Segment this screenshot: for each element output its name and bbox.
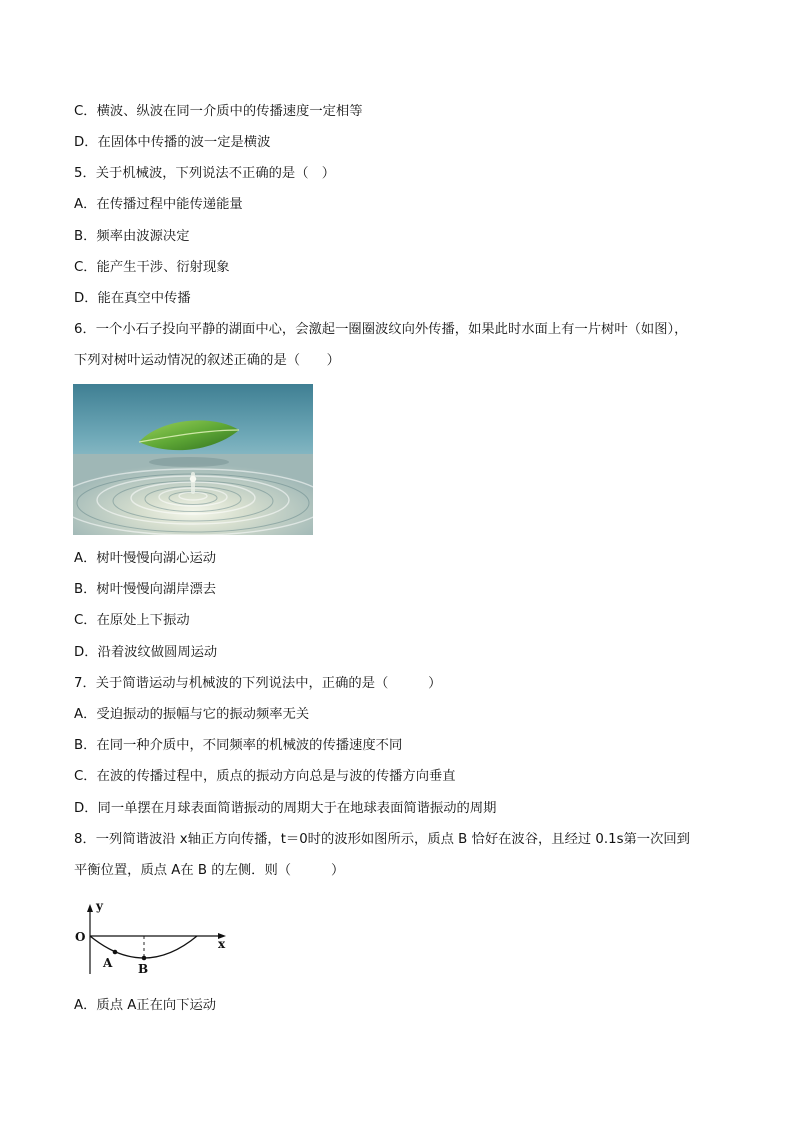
text-line: C．能产生干涉、衍射现象 xyxy=(74,260,230,275)
wave-graph xyxy=(70,896,235,980)
text-line: A．质点 A正在向下运动 xyxy=(74,998,217,1013)
y-axis-arrow-icon xyxy=(87,904,93,912)
point-a-label: A xyxy=(103,956,113,970)
point-b xyxy=(142,956,147,961)
text-line: 7．关于简谐运动与机械波的下列说法中，正确的是（ ） xyxy=(74,676,442,691)
text-line: 5．关于机械波，下列说法不正确的是（ ） xyxy=(74,166,336,181)
origin-label: O xyxy=(75,930,86,944)
leaf-on-water-photo xyxy=(73,384,313,535)
text-line: C．在原处上下振动 xyxy=(74,613,190,628)
text-line: B．在同一种介质中，不同频率的机械波的传播速度不同 xyxy=(74,738,403,753)
wave-curve xyxy=(90,936,197,958)
text-line: B．频率由波源决定 xyxy=(74,229,190,244)
x-axis-label: x xyxy=(218,937,226,951)
text-line: D．在固体中传播的波一定是横波 xyxy=(74,135,271,150)
text-line: A．在传播过程中能传递能量 xyxy=(74,197,243,212)
text-line: D．同一单摆在月球表面简谐振动的周期大于在地球表面简谐振动的周期 xyxy=(74,801,497,816)
text-line: C．在波的传播过程中，质点的振动方向总是与波的传播方向垂直 xyxy=(74,769,456,784)
point-b-label: B xyxy=(138,962,149,976)
text-line: 平衡位置，质点 A在 B 的左侧．则（ ） xyxy=(74,863,345,878)
text-line: 8．一列简谐波沿 x轴正方向传播，t＝0时的波形如图所示，质点 B 恰好在波谷，且经过 0.1s第一次回到 xyxy=(74,832,690,847)
text-line: A．树叶慢慢向湖心运动 xyxy=(74,551,217,566)
point-a xyxy=(113,950,118,955)
text-line: D．沿着波纹做圆周运动 xyxy=(74,645,218,660)
text-line: 6．一个小石子投向平静的湖面中心，会激起一圈圈波纹向外传播，如果此时水面上有一片树叶（如图）， xyxy=(74,322,688,337)
text-line: D．能在真空中传播 xyxy=(74,291,191,306)
text-line: C．横波、纵波在同一介质中的传播速度一定相等 xyxy=(74,104,363,119)
text-line: B．树叶慢慢向湖岸漂去 xyxy=(74,582,217,597)
y-axis-label: y xyxy=(96,899,103,913)
text-line: 下列对树叶运动情况的叙述正确的是（ ） xyxy=(74,353,340,368)
text-line: A．受迫振动的振幅与它的振动频率无关 xyxy=(74,707,310,722)
